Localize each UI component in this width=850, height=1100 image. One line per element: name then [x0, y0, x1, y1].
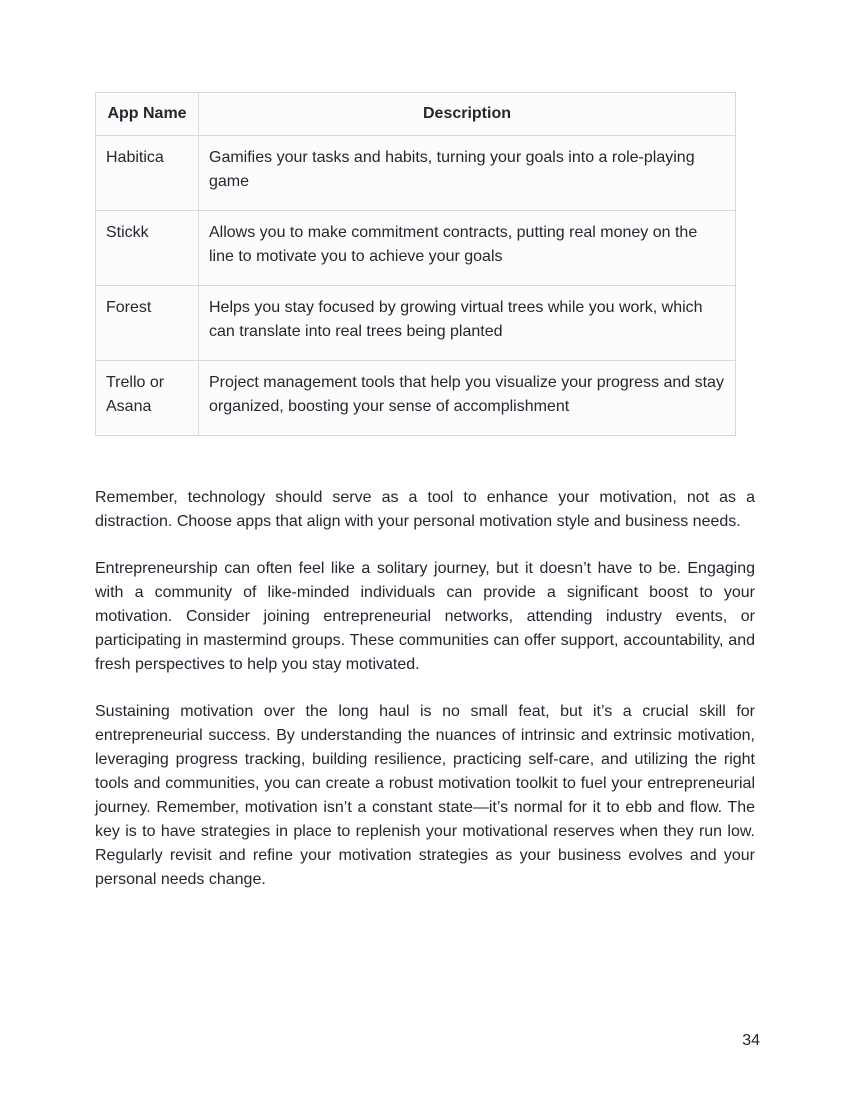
page-number: 34: [742, 1032, 760, 1049]
paragraph-sustaining-motivation: Sustaining motivation over the long haul is no small feat, but it’s a crucial skill for entrepreneurial success. By understanding the nuances of intrinsic and extrinsic motivation, leveraging progress tracking, building resilience, practicing self-care, and utilizing the right tools and communities, you can create a robust motivation toolkit to fuel your entrepreneurial journey. Remember, motivation isn’t a constant state—it’s normal for it to ebb and flow. The key is to have strategies in place to replenish your motivational reserves when they run low. Regularly revisit and refine your motivation strategies as your business evolves and your personal needs change.: [95, 703, 755, 888]
table-row: [96, 136, 736, 211]
app-name-cell: Habitica: [96, 136, 199, 211]
apps-table: [95, 92, 736, 436]
app-name-cell: Trello or Asana: [96, 361, 199, 436]
description-cell: Allows you to make commitment contracts, putting real money on the line to motivate you to achieve your goals: [199, 211, 736, 286]
page-content: [95, 92, 755, 915]
table-row: [96, 286, 736, 361]
table-header-row: [96, 93, 736, 136]
table-header-description: Description: [199, 93, 736, 136]
table-header-app-name: App Name: [96, 93, 199, 136]
description-cell: Helps you stay focused by growing virtual trees while you work, which can translate into real trees being planted: [199, 286, 736, 361]
app-name-cell: Forest: [96, 286, 199, 361]
description-cell: Project management tools that help you visualize your progress and stay organized, boosting your sense of accomplishment: [199, 361, 736, 436]
app-name-cell: Stickk: [96, 211, 199, 286]
paragraph-technology-reminder: Remember, technology should serve as a tool to enhance your motivation, not as a distraction. Choose apps that align with your personal motivation style and business needs.: [95, 489, 755, 530]
table-row: [96, 361, 736, 436]
paragraph-community: Entrepreneurship can often feel like a solitary journey, but it doesn’t have to be. Engaging with a community of like-minded individuals can provide a significant boost to your motivation. Consider joining entrepreneurial networks, attending industry events, or participating in mastermind groups. These communities can offer support, accountability, and fresh perspectives to help you stay motivated.: [95, 560, 755, 673]
apps-table-header: [96, 93, 736, 136]
apps-table-body: [96, 136, 736, 436]
description-cell: Gamifies your tasks and habits, turning your goals into a role-playing game: [199, 136, 736, 211]
table-row: [96, 211, 736, 286]
